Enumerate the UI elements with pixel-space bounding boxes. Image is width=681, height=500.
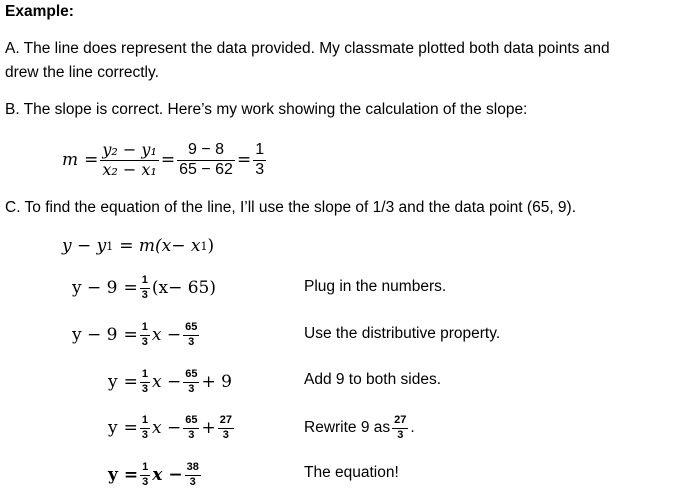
step-5-f1-num: 1 <box>142 460 149 473</box>
step-3-f2-num: 65 <box>185 367 198 380</box>
slope-equation <box>62 136 268 184</box>
step-1-note: Plug in the numbers. <box>304 278 447 295</box>
step-4-note-den: 3 <box>397 428 404 441</box>
ps-rhs: = m(x− x <box>119 236 201 256</box>
slope-fraction-values <box>177 142 235 179</box>
step-1-eq: = <box>123 278 138 298</box>
step-5-f2-den: 3 <box>189 475 196 488</box>
ps-close: ) <box>207 236 215 256</box>
step-5-eq: = <box>123 465 139 485</box>
step-3-eq: = <box>123 372 138 392</box>
step-3-equation <box>108 363 232 401</box>
part-a-line-2: drew the line correctly. <box>5 64 159 81</box>
slope-values-numerator: 9 − 8 <box>188 140 225 158</box>
slope-general-numerator: y₂ − y₁ <box>102 139 157 159</box>
step-4-frac-1 <box>140 415 150 441</box>
slope-m: m <box>62 150 79 170</box>
step-5-note: The equation! <box>304 464 399 481</box>
step-1-f1-den: 3 <box>141 288 148 301</box>
step-4-frac-3 <box>218 415 234 441</box>
step-4-f2-den: 3 <box>188 428 195 441</box>
step-2-note: Use the distributive property. <box>304 325 501 342</box>
step-4-note-frac <box>392 415 408 441</box>
step-3-f1-den: 3 <box>141 382 148 395</box>
step-1-rest: (x− 65) <box>151 278 216 298</box>
part-c-line: C. To find the equation of the line, I’ll use the slope of 1/3 and the data point (65, 9). <box>5 199 577 216</box>
step-3-f2-den: 3 <box>188 382 195 395</box>
ps-lhs: y − y <box>62 236 107 256</box>
step-2-f2-den: 3 <box>188 335 195 348</box>
slope-eq-1: = <box>84 150 99 170</box>
step-5-equation <box>108 456 203 494</box>
step-4-eq: = <box>123 418 138 438</box>
step-5-mid: x − <box>152 465 183 485</box>
step-3-mid: x − <box>151 372 182 392</box>
step-3-note: Add 9 to both sides. <box>304 371 442 388</box>
step-4-equation <box>108 409 236 447</box>
part-b-line: B. The slope is correct. Here’s my work showing the calculation of the slope: <box>5 101 528 118</box>
slope-result-denominator: 3 <box>255 160 265 178</box>
step-4-f1-den: 3 <box>141 428 148 441</box>
step-2-equation <box>72 316 201 354</box>
step-4-note-num: 27 <box>394 413 407 426</box>
step-2-frac-2 <box>183 322 199 348</box>
step-2-lhs: y − 9 <box>72 325 118 345</box>
slope-values-denominator: 65 − 62 <box>179 160 233 178</box>
step-3-f1-num: 1 <box>141 367 148 380</box>
step-4-note-text: Rewrite 9 as <box>304 419 391 436</box>
point-slope-formula <box>62 233 214 259</box>
step-4-plus: + <box>201 418 216 438</box>
step-2-f2-num: 65 <box>185 320 198 333</box>
step-5-f1-den: 3 <box>142 475 149 488</box>
step-4-mid: x − <box>151 418 182 438</box>
step-2-f1-num: 1 <box>141 320 148 333</box>
slope-eq-3: = <box>236 150 252 170</box>
step-1-f1-num: 1 <box>141 273 148 286</box>
step-4-f1-num: 1 <box>141 413 148 426</box>
part-a-line-1: A. The line does represent the data provided. My classmate plotted both data points and <box>5 40 610 57</box>
slope-fraction-result <box>253 142 266 179</box>
ps-sub-2: 1 <box>200 239 208 253</box>
slope-general-denominator: x₂ − x₁ <box>102 159 157 179</box>
step-1-lhs: y − 9 <box>72 278 118 298</box>
step-5-frac-1 <box>140 462 150 488</box>
step-4-lhs: y <box>108 418 118 438</box>
step-2-mid: x − <box>151 325 182 345</box>
step-4-f3-num: 27 <box>219 413 232 426</box>
step-5-lhs: y <box>108 465 118 485</box>
step-2-eq: = <box>123 325 138 345</box>
step-4-note <box>304 409 415 447</box>
step-1-frac-1 <box>140 275 150 301</box>
step-4-f2-num: 65 <box>185 413 198 426</box>
example-heading: Example: <box>5 3 74 20</box>
slope-result-numerator: 1 <box>255 140 265 158</box>
step-5-frac-2 <box>185 462 201 488</box>
step-5-f2-num: 38 <box>186 460 199 473</box>
step-2-f1-den: 3 <box>141 335 148 348</box>
ps-sub-1: 1 <box>106 239 114 253</box>
slope-fraction-general <box>100 139 158 179</box>
step-3-lhs: y <box>108 372 118 392</box>
step-1-equation <box>72 270 216 306</box>
step-4-f3-den: 3 <box>222 428 229 441</box>
step-3-frac-1 <box>140 369 150 395</box>
step-4-frac-2 <box>183 415 199 441</box>
step-3-tail: + 9 <box>201 372 232 392</box>
step-3-frac-2 <box>183 369 199 395</box>
slope-eq-2: = <box>160 150 176 170</box>
step-4-note-end: . <box>410 419 415 436</box>
step-2-frac-1 <box>140 322 150 348</box>
